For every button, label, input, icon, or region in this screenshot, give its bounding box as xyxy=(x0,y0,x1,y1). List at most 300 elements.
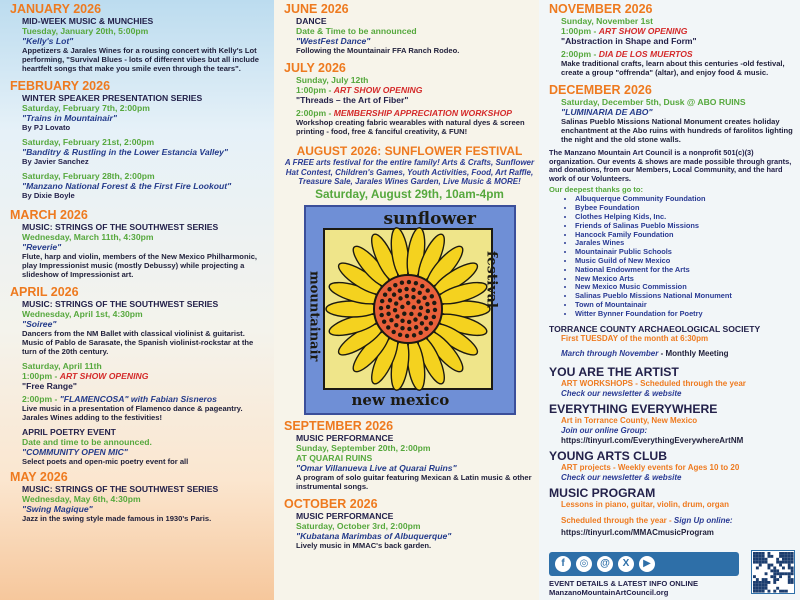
mp-schedule xyxy=(561,510,794,528)
sunflower-seed xyxy=(378,306,382,310)
sunflower-seed xyxy=(397,332,401,336)
instagram-icon[interactable]: ◎ xyxy=(576,556,592,572)
mp-schedule-text: Scheduled through the year - xyxy=(561,515,674,525)
sunflower-seed xyxy=(399,280,403,284)
sunflower-seed xyxy=(417,290,421,294)
art-show-label: ART SHOW OPENING xyxy=(333,85,423,95)
social-media-bar xyxy=(549,552,739,576)
event-time xyxy=(22,394,268,404)
sponsor-item: • Albuquerque Community Foundation xyxy=(575,195,794,204)
event-description: Following the Mountainair FFA Ranch Rodeo. xyxy=(296,46,460,55)
qr-module xyxy=(773,578,776,581)
qr-module xyxy=(762,558,765,561)
tcas-schedule: First TUESDAY of the month at 6:30pm xyxy=(561,333,709,343)
qr-module xyxy=(782,572,785,575)
qr-module xyxy=(756,587,759,590)
qr-module xyxy=(782,558,785,561)
sunflower-seed xyxy=(422,295,426,299)
qr-module xyxy=(759,564,762,567)
qr-module xyxy=(756,552,759,555)
sponsor-item: • Music Guild of New Mexico xyxy=(575,257,794,266)
sponsor-item: • National Endowment for the Arts xyxy=(575,266,794,275)
qr-module xyxy=(770,575,773,578)
qr-module xyxy=(768,564,771,567)
ee-link[interactable]: https://tinyurl.com/EverythingEverywhereArtNM xyxy=(561,435,744,445)
sponsor-item: • Bybee Foundation xyxy=(575,204,794,213)
qr-module xyxy=(753,587,756,590)
sunflower-seed xyxy=(387,287,391,291)
qr-module xyxy=(756,561,759,564)
event-title: "Omar Villanueva Live at Quarai Ruins" xyxy=(296,462,457,473)
event-title: "Banditry & Rustling in the Lower Estancia Valley" xyxy=(22,147,229,157)
month-heading-march: MARCH 2026 xyxy=(10,208,88,222)
sponsor-item: • Clothes Helping Kids, Inc. xyxy=(575,213,794,222)
event-series: MUSIC: STRINGS OF THE SOUTHWEST SERIES xyxy=(22,222,219,232)
qr-module xyxy=(782,552,785,555)
qr-module xyxy=(788,575,791,578)
event-title: "LUMINARIA DE ABO" xyxy=(561,107,653,117)
event-series: MUSIC PERFORMANCE xyxy=(296,510,394,521)
event-date: Sunday, November 1st xyxy=(561,16,654,26)
sunflower-seed xyxy=(387,298,391,302)
sunflower-seed xyxy=(411,287,415,291)
qr-module xyxy=(756,567,759,570)
event-date: Sunday, September 20th, 2:00pm xyxy=(296,442,431,453)
qr-module xyxy=(779,590,782,593)
qr-module xyxy=(753,590,756,593)
sunflower-seed xyxy=(391,329,395,333)
footer-website[interactable]: ManzanoMountainArtCouncil.org xyxy=(549,588,669,597)
qr-module xyxy=(765,578,768,581)
qr-module xyxy=(779,575,782,578)
qr-module xyxy=(753,558,756,561)
sunflower-seed xyxy=(425,288,429,292)
qr-module xyxy=(762,561,765,564)
sunflower-seed xyxy=(424,326,428,330)
qr-module xyxy=(779,572,782,575)
event-title: "Threads – the Art of Fiber" xyxy=(296,95,409,105)
qr-module xyxy=(785,561,788,564)
artwork-lettering-right: festival xyxy=(483,250,500,308)
month-heading-february: FEBRUARY 2026 xyxy=(10,79,111,93)
event-date: Date and time to be announced. xyxy=(22,437,152,447)
sunflower-seed xyxy=(393,283,397,287)
sunflower-seed xyxy=(404,294,408,298)
qr-module xyxy=(776,587,779,590)
sunflower-seed xyxy=(432,308,436,312)
qr-module xyxy=(779,564,782,567)
qr-module xyxy=(788,555,791,558)
sunflower-seed xyxy=(379,299,383,303)
sponsor-item: • Mountainair Public Schools xyxy=(575,248,794,257)
event-title: "Free Range" xyxy=(22,381,77,391)
qr-module xyxy=(773,572,776,575)
sunflower-seed xyxy=(413,325,417,329)
yac-line: ART projects - Weekly events for Ages 10 to 20 xyxy=(561,463,740,473)
event-series: APRIL POETRY EVENT xyxy=(22,427,116,437)
qr-module xyxy=(756,581,759,584)
event-description: Make traditional crafts, learn about this centuries -old festival, create a group "offrenda" (altar), and enjoy food & music. xyxy=(561,59,785,77)
qr-module xyxy=(768,552,771,555)
qr-module xyxy=(762,581,765,584)
qr-module xyxy=(756,555,759,558)
time-label: 1:00pm - xyxy=(296,85,334,95)
qr-module xyxy=(791,572,794,575)
everything-everywhere-heading: EVERYTHING EVERYWHERE xyxy=(549,402,718,417)
month-heading-april: APRIL 2026 xyxy=(10,285,79,299)
sunflower-seed xyxy=(386,325,390,329)
qr-module xyxy=(791,555,794,558)
event-series: MUSIC: STRINGS OF THE SOUTHWEST SERIES xyxy=(22,299,219,309)
event-date: Saturday, February 7th, 2:00pm xyxy=(22,103,150,113)
event-date: Saturday, October 3rd, 2:00pm xyxy=(296,520,421,531)
qr-module xyxy=(759,558,762,561)
workshop-label: MEMBERSHIP APPRECIATION WORKSHOP xyxy=(333,108,512,118)
sunflower-seed xyxy=(419,321,423,325)
qr-module xyxy=(759,581,762,584)
event-description: Live music in a presentation of Flamenco dance & pageantry. Jarales Wines adding to the festivities! xyxy=(22,404,243,422)
event-time xyxy=(561,26,794,36)
festival-date: Saturday, August 29th, 10am-4pm xyxy=(315,186,504,201)
qr-module xyxy=(759,587,762,590)
qr-module xyxy=(785,558,788,561)
sunflower-seed xyxy=(398,296,402,300)
month-heading-december: DECEMBER 2026 xyxy=(549,83,652,97)
qr-module xyxy=(779,555,782,558)
qr-module xyxy=(770,564,773,567)
event-title: "Abstraction in Shape and Form" xyxy=(561,36,697,46)
artwork-lettering-top: sunflower xyxy=(383,208,476,229)
month-heading-may: MAY 2026 xyxy=(10,470,68,484)
sunflower-seed xyxy=(386,311,390,315)
qr-module xyxy=(756,584,759,587)
month-heading-june: JUNE 2026 xyxy=(284,2,349,16)
qr-module xyxy=(753,552,756,555)
sunflower-seed xyxy=(407,327,411,331)
qr-module xyxy=(776,558,779,561)
sunflower-festival-artwork xyxy=(304,205,516,415)
event-title: "Kelly's Lot" xyxy=(22,36,74,46)
qr-module xyxy=(753,584,756,587)
event-description: Appetizers & Jarales Wines for a rousing concert with Kelly's Lot performing, "Survival Blues - lots of different vibes but all include heartfelt songs that make you smile even through the tears". xyxy=(22,46,259,73)
qr-module xyxy=(753,561,756,564)
qr-module xyxy=(756,578,759,581)
sunflower-seed xyxy=(411,295,415,299)
event-date: Tuesday, January 20th, 5:00pm xyxy=(22,26,149,36)
event-description: Salinas Pueblo Missions National Monument creates holiday enchantment at the Abo ruins with hundreds of farolitos lighting the night and the old stone walls. xyxy=(561,117,793,144)
event-description: Lively music in MMAC's back garden. xyxy=(296,540,432,550)
event-series: MUSIC: STRINGS OF THE SOUTHWEST SERIES xyxy=(22,484,219,494)
qr-module xyxy=(773,581,776,584)
sunflower-seed xyxy=(418,305,422,309)
sunflower-seed xyxy=(406,280,410,284)
event-description: Dancers from the NM Ballet with classical violinist & guitarist. Music of Pablo de Sarasate, the Spanish violinist-rockstar at the turn of the 20th century. xyxy=(22,329,254,356)
qr-module xyxy=(791,578,794,581)
month-heading-november: NOVEMBER 2026 xyxy=(549,2,653,16)
qr-module xyxy=(765,558,768,561)
artist-line: ART WORKSHOPS - Scheduled through the year xyxy=(561,379,746,389)
column-right xyxy=(539,0,800,600)
event-speaker: By Javier Sanchez xyxy=(22,157,89,166)
sponsor-item: • New Mexico Music Commission xyxy=(575,283,794,292)
artist-newsletter: Check our newsletter & website xyxy=(561,388,682,398)
qr-module xyxy=(773,569,776,572)
sunflower-icon xyxy=(306,207,514,413)
x-icon[interactable]: X xyxy=(618,556,634,572)
qr-module xyxy=(773,575,776,578)
sunflower-seed xyxy=(405,301,409,305)
qr-module xyxy=(776,569,779,572)
event-date: Sunday, July 12th xyxy=(296,75,369,85)
qr-module xyxy=(762,587,765,590)
qr-module xyxy=(762,555,765,558)
qr-module xyxy=(762,552,765,555)
qr-module xyxy=(788,572,791,575)
tcas-heading: TORRANCE COUNTY ARCHAEOLOGICAL SOCIETY xyxy=(549,323,761,334)
event-description: Jazz in the swing style made famous in 1930's Paris. xyxy=(22,514,212,523)
qr-module xyxy=(782,555,785,558)
sunflower-seed xyxy=(432,301,436,305)
qr-module xyxy=(756,558,759,561)
qr-module xyxy=(782,567,785,570)
festival-description: A FREE arts festival for the entire family! Arts & Crafts, Sunflower Hat Contest, Children's Games, Youth Activities, Food, Art Raffle, Treasure Sale, Jarales Wines Garden, Live Music & MORE! xyxy=(284,158,535,187)
qr-module xyxy=(765,587,768,590)
qr-module xyxy=(788,578,791,581)
sunflower-seed xyxy=(400,318,404,322)
sunflower-seed xyxy=(379,313,383,317)
qr-module xyxy=(788,581,791,584)
sunflower-seed xyxy=(400,305,404,309)
qr-module xyxy=(782,561,785,564)
qr-module xyxy=(776,578,779,581)
event-description: Workshop creating fabric wearables with natural dyes & screen printing - food, free & fanciful creativity, & FUN! xyxy=(296,118,525,136)
time-label: 2:00pm - xyxy=(22,394,60,404)
month-heading-october: OCTOBER 2026 xyxy=(284,496,378,511)
event-title: "WestFest Dance" xyxy=(296,36,371,46)
event-title: "Manzano National Forest & the First Fire Lookout" xyxy=(22,181,232,191)
qr-module xyxy=(770,569,773,572)
qr-module xyxy=(788,558,791,561)
qr-module xyxy=(759,561,762,564)
sunflower-seed xyxy=(406,320,410,324)
sponsor-item: • Witter Bynner Foundation for Poetry xyxy=(575,310,794,319)
qr-module xyxy=(762,578,765,581)
qr-module xyxy=(791,558,794,561)
festival-title: AUGUST 2026: SUNFLOWER FESTIVAL xyxy=(296,144,523,158)
sunflower-seed xyxy=(428,321,432,325)
event-date: Saturday, December 5th, Dusk @ ABO RUINS xyxy=(561,97,746,107)
event-time xyxy=(296,85,535,95)
sponsor-item: • Friends of Salinas Pueblo Missions xyxy=(575,222,794,231)
qr-module xyxy=(788,567,791,570)
event-title: "Soiree" xyxy=(22,319,57,329)
sunflower-seed xyxy=(417,312,421,316)
event-date: Wednesday, April 1st, 4:30pm xyxy=(22,309,143,319)
qr-module xyxy=(788,564,791,567)
sunflower-seed xyxy=(402,311,406,315)
art-show-label: ART SHOW OPENING xyxy=(598,26,688,36)
sponsor-item: • Salinas Pueblo Missions National Monument xyxy=(575,292,794,301)
mp-link[interactable]: https://tinyurl.com/MMACmusicProgram xyxy=(561,527,714,537)
column-middle xyxy=(274,0,539,600)
month-heading-january: JANUARY 2026 xyxy=(10,2,102,16)
time-label: 1:00pm - xyxy=(22,371,60,381)
footer-info: EVENT DETAILS & LATEST INFO ONLINE xyxy=(549,579,699,588)
sunflower-seed xyxy=(416,299,420,303)
event-title: "Kubatana Marimbas of Albuquerque" xyxy=(296,530,452,541)
event-date: Date & Time to be announced xyxy=(296,26,417,36)
artwork-lettering-bottom: new mexico xyxy=(351,390,450,409)
qr-module xyxy=(791,567,794,570)
facebook-icon[interactable]: f xyxy=(555,556,571,572)
thanks-heading: Our deepest thanks go to: xyxy=(549,185,644,195)
event-speaker: By Dixie Boyle xyxy=(22,191,75,200)
sunflower-seed xyxy=(423,315,427,319)
event-date: Saturday, April 11th xyxy=(22,361,102,371)
time-label: 1:00pm - xyxy=(561,26,599,36)
qr-module xyxy=(773,590,776,593)
sunflower-seed xyxy=(420,284,424,288)
qr-module xyxy=(765,572,768,575)
qr-module xyxy=(753,575,756,578)
qr-module xyxy=(788,552,791,555)
qr-pattern xyxy=(752,551,794,593)
event-description: A program of solo guitar featuring Mexican & Latin music & other instrumental songs. xyxy=(296,472,532,491)
time-label: 2:00pm - xyxy=(296,108,334,118)
event-time xyxy=(296,108,535,118)
qr-module xyxy=(791,581,794,584)
event-title: "Trains in Mountainair" xyxy=(22,113,117,123)
sunflower-seed xyxy=(411,333,415,337)
event-title: "Swing Magique" xyxy=(22,504,93,514)
qr-module xyxy=(785,572,788,575)
qr-module xyxy=(785,590,788,593)
event-date: Wednesday, March 11th, 4:30pm xyxy=(22,232,154,242)
sunflower-seed xyxy=(413,317,417,321)
sunflower-seed xyxy=(392,308,396,312)
event-speaker: By PJ Lovato xyxy=(22,123,71,132)
sunflower-seed xyxy=(411,305,415,309)
ee-line: Art in Torrance County, New Mexico xyxy=(561,416,698,426)
event-title: "FLAMENCOSA" with Fabian Sisneros xyxy=(59,394,217,404)
month-heading-july: JULY 2026 xyxy=(284,61,346,75)
qr-module xyxy=(776,572,779,575)
qr-module xyxy=(768,555,771,558)
sunflower-seed xyxy=(394,323,398,327)
qr-module xyxy=(788,561,791,564)
qr-module xyxy=(785,555,788,558)
event-series: MID-WEEK MUSIC & MUNCHIES xyxy=(22,16,154,26)
tcas-season xyxy=(561,343,794,361)
ee-join: Join our online Group: xyxy=(561,425,648,435)
event-series: DANCE xyxy=(296,16,327,26)
sunflower-seed xyxy=(404,287,408,291)
event-time xyxy=(22,371,268,381)
mp-lessons: Lessons in piano, guitar, violin, drum, organ xyxy=(561,500,730,510)
qr-module xyxy=(759,552,762,555)
sunflower-seed xyxy=(409,312,413,316)
qr-module xyxy=(753,555,756,558)
event-time xyxy=(561,49,794,59)
sunflower-seed xyxy=(397,288,401,292)
nonprofit-statement: The Manzano Mountain Art Council is a nonprofit 501(c)(3) organization. Our events & shows are made possible through grants, and donations, from our Members, Local Community, and the hard work of our Volunteers. xyxy=(549,148,792,183)
sunflower-seed xyxy=(394,301,398,305)
sunflower-seed xyxy=(400,326,404,330)
qr-module xyxy=(762,590,765,593)
tcas-months: March through November xyxy=(561,349,659,359)
yac-newsletter: Check our newsletter & website xyxy=(561,472,682,482)
artwork-lettering-left: mountainair xyxy=(306,270,322,362)
sunflower-seed xyxy=(395,314,399,318)
month-heading-september: SEPTEMBER 2026 xyxy=(284,418,394,433)
column-left xyxy=(0,0,274,600)
qr-module xyxy=(765,584,768,587)
sunflower-seed xyxy=(389,318,393,322)
qr-module xyxy=(779,552,782,555)
dia-de-los-muertos-label: DIA DE LOS MUERTOS xyxy=(598,49,693,59)
qr-module xyxy=(770,555,773,558)
time-label: 2:00pm - xyxy=(561,49,599,59)
sponsor-item: • Town of Mountainair xyxy=(575,301,794,310)
event-description: Flute, harp and violin, members of the New Mexico Philharmonic, play Impressionist music (mostly Debussy) while projecting a slideshow of Impressionist art. xyxy=(22,252,258,279)
qr-module xyxy=(785,552,788,555)
event-date: Wednesday, May 6th, 4:30pm xyxy=(22,494,141,504)
sunflower-seed xyxy=(431,314,435,318)
sunflower-seed xyxy=(418,330,422,334)
qr-module xyxy=(776,561,779,564)
event-title: "COMMUNITY OPEN MIC" xyxy=(22,447,128,457)
youtube-icon[interactable]: ▶ xyxy=(639,556,655,572)
qr-module xyxy=(791,561,794,564)
event-description: Select poets and open-mic poetry event for all xyxy=(22,457,189,466)
sunflower-seed xyxy=(429,294,433,298)
event-date: Saturday, February 21st, 2:00pm xyxy=(22,137,155,147)
sunflower-seed xyxy=(381,319,385,323)
threads-icon[interactable]: @ xyxy=(597,556,613,572)
event-series: WINTER SPEAKER PRESENTATION SERIES xyxy=(22,93,203,103)
qr-module xyxy=(759,555,762,558)
qr-module xyxy=(768,590,771,593)
artist-heading: YOU ARE THE ARTIST xyxy=(549,365,679,380)
qr-module xyxy=(759,584,762,587)
art-show-label: ART SHOW OPENING xyxy=(59,371,149,381)
qr-module xyxy=(791,569,794,572)
sunflower-seed xyxy=(382,292,386,296)
sponsor-item: • New Mexico Arts xyxy=(575,275,794,284)
qr-code-icon[interactable] xyxy=(751,550,795,594)
sponsor-item: • Jarales Wines xyxy=(575,239,794,248)
qr-module xyxy=(782,590,785,593)
young-arts-club-heading: YOUNG ARTS CLUB xyxy=(549,449,668,464)
event-location: AT QUARAI RUINS xyxy=(296,452,373,463)
qr-module xyxy=(765,561,768,564)
tcas-meeting: - Monthly Meeting xyxy=(658,349,729,359)
qr-module xyxy=(768,567,771,570)
event-date: Saturday, February 28th, 2:00pm xyxy=(22,171,155,181)
qr-module xyxy=(779,561,782,564)
qr-module xyxy=(756,590,759,593)
event-series: MUSIC PERFORMANCE xyxy=(296,432,394,443)
music-program-heading: MUSIC PROGRAM xyxy=(549,486,656,501)
sunflower-seed xyxy=(425,309,429,313)
sunflower-seed xyxy=(385,305,389,309)
sponsor-list xyxy=(549,195,794,318)
sunflower-seed xyxy=(404,334,408,338)
sponsor-item: • Hancock Family Foundation xyxy=(575,231,794,240)
qr-module xyxy=(773,567,776,570)
mp-signup: Sign Up online: xyxy=(673,515,733,525)
sunflower-seed xyxy=(425,302,429,306)
